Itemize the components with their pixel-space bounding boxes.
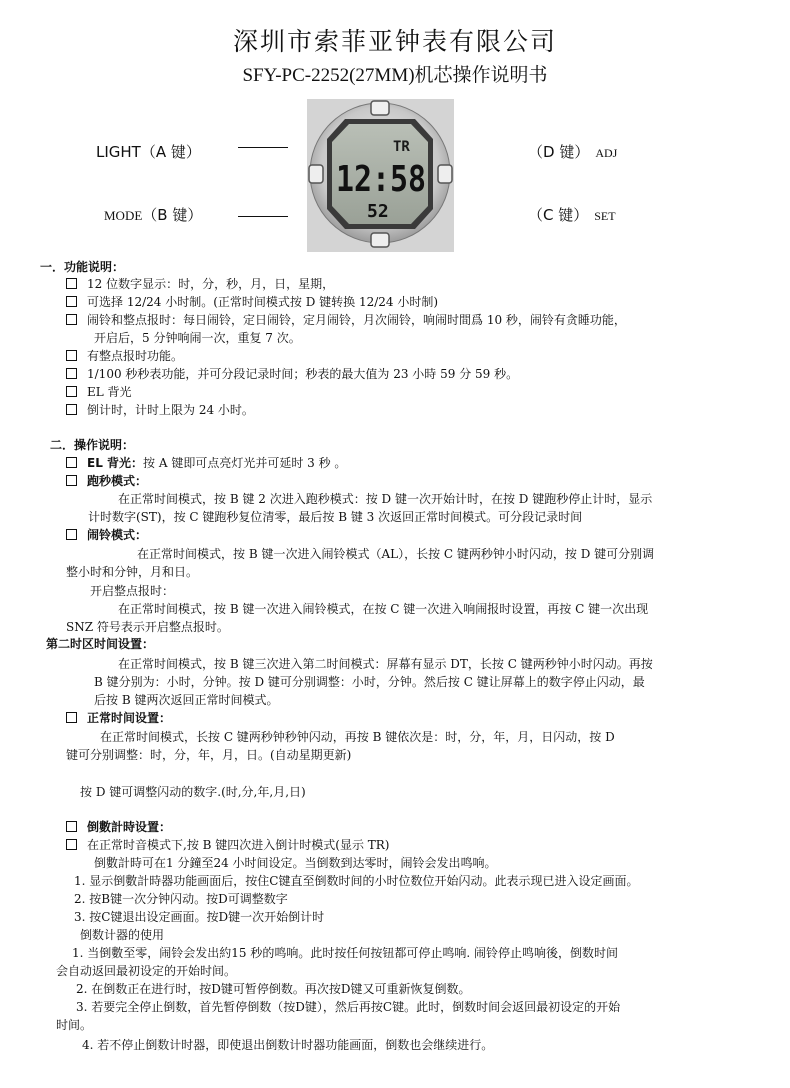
c-key-text: （C 键）: [528, 206, 589, 224]
section1-item-text: 12 位数字显示：时，分，秒，月，日，星期，: [87, 277, 335, 291]
usage-step-4: 4. 若不停止倒数计时器，即使退出倒数计时器功能画面，倒数也会继续进行。: [82, 1038, 494, 1052]
watch-top-text: TR: [393, 139, 410, 155]
section1-item-text: 闹铃和整点报时：每日闹铃，定日闹铃，定月闹铃，月次闹铃，响闹时間爲 10 秒，闹铃有贪睡功能，: [87, 313, 626, 327]
checkbox-icon: [66, 839, 77, 850]
mode-key-label: [104, 204, 202, 225]
checkbox-icon: [66, 457, 77, 468]
normal-time-line2: 键可分别调整：时，分，年，月，日。(自动星期更新): [66, 748, 352, 762]
alarm-line2: 整小时和分钟，月和日。: [66, 565, 199, 579]
stopwatch-item: [66, 472, 147, 490]
light-key-label: LIGHT（A 键）: [96, 143, 201, 161]
checkbox-icon: [66, 314, 77, 325]
usage-step-1-line1: 1. 当倒數至零，闹铃会发出約15 秒的鸣响。此时按任何按钮都可停止鸣响. 闹铃停止鸣响後，倒数时间: [72, 946, 618, 960]
countdown-label: 倒數計時设置：: [87, 820, 172, 834]
checkbox-icon: [66, 404, 77, 415]
watch-photo: [307, 99, 454, 252]
stopwatch-line1: 在正常时间模式，按 B 键 2 次进入跑秒模式：按 D 键一次开始计时，在按 D 键跑秒停止计时，显示: [118, 492, 653, 506]
d-key-sub: ADJ: [595, 146, 618, 160]
watch-bottom-text: 52: [367, 201, 389, 222]
alarm-line1: 在正常时间模式，按 B 键一次进入闹铃模式（AL），长按 C 键两秒钟小时闪动，按 D 键可分别调: [137, 547, 655, 561]
section1-item-continuation: 开启后，5 分钟响闹一次，重复 7 次。: [94, 331, 301, 345]
adjust-note: 按 D 键可调整闪动的数字.(时,分,年,月,日): [80, 785, 306, 799]
watch-illustration: [307, 99, 454, 252]
usage-step-2: 2. 在倒数正在进行时，按D键可暂停倒数。再次按D键又可重新恢复倒数。: [76, 982, 471, 996]
c-key-label: [528, 204, 616, 225]
chime-label: 开启整点报时：: [90, 584, 175, 598]
tz2-line3: 后按 B 键两次返回正常时间模式。: [94, 693, 279, 707]
alarm-label: 闹铃模式：: [87, 528, 148, 542]
mode-key-text: （B 键）: [142, 206, 203, 224]
countdown-line1: 在正常时音模式下,按 B 键四次进入倒计时模式(显示 TR): [87, 838, 390, 852]
chime-line1: 在正常时间模式，按 B 键一次进入闹铃模式，在按 C 键一次进入响闹报时设置，再按 C 键一次出现: [118, 602, 649, 616]
usage-step-3-line2: 时间。: [56, 1018, 93, 1032]
section1-item-text: EL 背光: [87, 385, 132, 399]
section1-item: [66, 293, 438, 311]
page-subtitle: SFY-PC-2252(27MM)机芯操作说明书: [242, 65, 548, 86]
stopwatch-line2: 计时数字(ST)，按 C 键跑秒复位清零，最后按 B 键 3 次返回正常时间模式。可分段记录时间: [88, 510, 583, 524]
section1-item: [66, 275, 334, 293]
tz2-line1: 在正常时间模式，按 B 键三次进入第二时间模式：屏幕有显示 DT，长按 C 键两秒钟小时闪动。再按: [118, 657, 653, 671]
section1-item-text: 1/100 秒秒表功能，并可分段记录时间；秒表的最大值为 23 小時 59 分 59 秒。: [87, 367, 519, 381]
watch-time: 12:58: [336, 159, 426, 200]
normal-time-item: [66, 709, 171, 727]
checkbox-icon: [66, 821, 77, 832]
section1-heading: 一．功能说明：: [40, 260, 125, 274]
section1-item: [66, 401, 254, 419]
setup-step: 3. 按C键退出设定画面。按D键一次开始倒计时: [74, 910, 325, 924]
section1-item-text: 有整点报时功能。: [87, 349, 184, 363]
section1-item: [66, 347, 183, 365]
checkbox-icon: [66, 386, 77, 397]
el-item: [66, 454, 346, 472]
checkbox-icon: [66, 712, 77, 723]
checkbox-icon: [66, 475, 77, 486]
checkbox-icon: [66, 529, 77, 540]
checkbox-icon: [66, 350, 77, 361]
d-key-text: （D 键）: [528, 143, 590, 161]
page-title: 深圳市索菲亚钟表有限公司: [232, 27, 557, 56]
alarm-item: [66, 526, 147, 544]
mode-key-line: [238, 216, 288, 217]
normal-time-line1: 在正常时间模式，长按 C 键两秒钟秒钟闪动，再按 B 键依次是：时，分，年，月，日闪动，按 D: [100, 730, 615, 744]
c-key-sub: SET: [594, 209, 616, 223]
el-label: EL 背光：: [87, 456, 144, 470]
usage-step-1-line2: 会自动返回最初设定的开始时间。: [56, 964, 237, 978]
usage-label: 倒数计器的使用: [80, 928, 165, 942]
checkbox-icon: [66, 368, 77, 379]
setup-step: 1. 显示倒數計時器功能画面后，按住C键直至倒数时间的小时位数位开始闪动。此表示现已进入设定画面。: [74, 874, 639, 888]
el-text: 按 A 键即可点亮灯光并可延时 3 秒 。: [143, 456, 347, 470]
tz2-line2: B 键分别为：小时，分钟。按 D 键可分别调整：小时，分钟。然后按 C 键让屏幕上的数字停止闪动，最: [94, 675, 645, 689]
chime-line2: SNZ 符号表示开启整点报时。: [66, 620, 229, 634]
checkbox-icon: [66, 278, 77, 289]
section1-item: [66, 365, 518, 383]
countdown-item: [66, 818, 171, 836]
section1-item: [66, 383, 132, 401]
countdown-line1-item: [66, 836, 389, 854]
setup-step: 2. 按B键一次分钟闪动。按D可调整数字: [74, 892, 288, 906]
light-key-line: [238, 147, 288, 148]
section1-item-text: 可选择 12/24 小时制。(正常时间模式按 D 键转换 12/24 小时制): [87, 295, 439, 309]
checkbox-icon: [66, 296, 77, 307]
normal-time-label: 正常时间设置：: [87, 711, 172, 725]
section2-heading: 二．操作说明：: [50, 438, 135, 452]
usage-step-3-line1: 3. 若要完全停止倒数，首先暂停倒数（按D键），然后再按C键。此时，倒数时间会返回最初设定的开始: [76, 1000, 621, 1014]
stopwatch-label: 跑秒模式：: [87, 474, 148, 488]
d-key-label: [528, 141, 617, 162]
mode-key-prefix: MODE: [104, 208, 143, 223]
countdown-line2: 倒數計時可在1 分鐘至24 小时间设定。当倒数到达零时，闹铃会发出鸣响。: [94, 856, 497, 870]
section1-item: [66, 311, 626, 329]
tz2-label: 第二时区时间设置：: [46, 637, 155, 651]
section1-item-text: 倒计时，计时上限为 24 小时。: [87, 403, 254, 417]
